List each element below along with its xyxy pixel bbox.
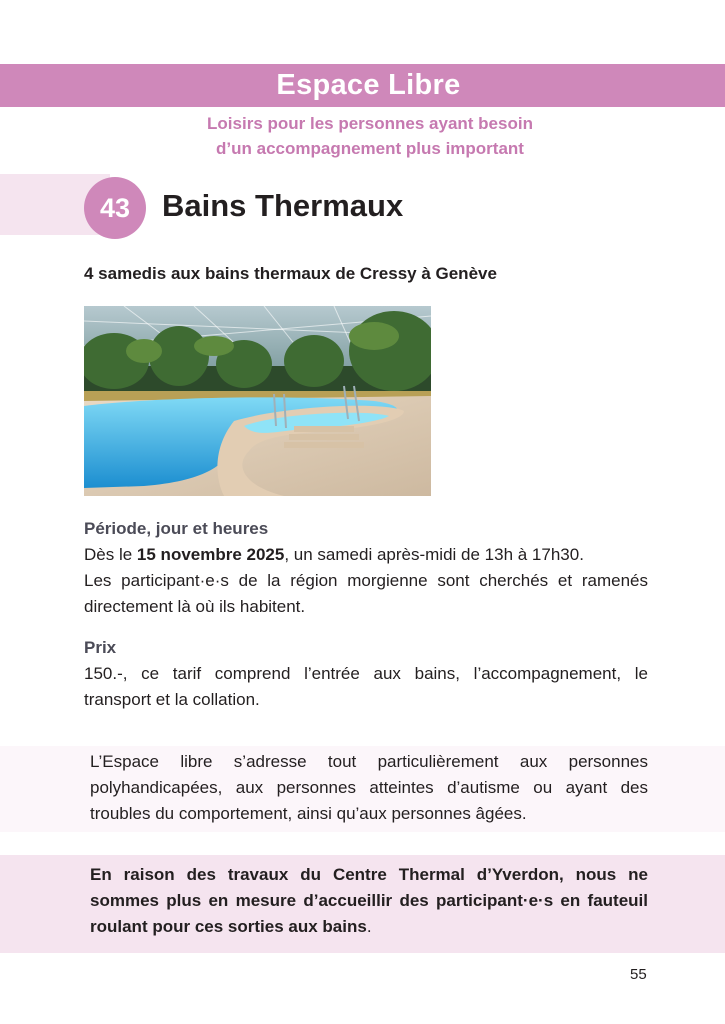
header-banner <box>0 64 725 107</box>
section-number-badge <box>84 177 146 239</box>
thermal-pool-photo <box>84 306 431 496</box>
periode-line-2: Les participant·e·s de la région morgienne sont cherchés et ramenés directement là où ils habitent. <box>84 571 648 616</box>
notice-box <box>0 855 725 953</box>
periode-rest: , un samedi après-midi de 13h à 17h30. <box>284 545 584 564</box>
section-title: Bains Thermaux <box>162 188 404 223</box>
banner-title: Espace Libre <box>276 69 461 101</box>
periode-line-1 <box>84 542 648 568</box>
info-text: L’Espace libre s’adresse tout particulièrement aux personnes polyhandicapées, aux personnes atteintes d’autisme ou ayant des troubles du comportement, ainsi qu’aux personnes âgées. <box>90 752 648 823</box>
periode-prefix: Dès le <box>84 545 137 564</box>
info-box <box>0 746 725 832</box>
prix-section <box>84 635 648 713</box>
periode-section <box>84 516 648 620</box>
section-number: 43 <box>99 192 131 223</box>
page-number: 55 <box>630 966 647 983</box>
lead-text: 4 samedis aux bains thermaux de Cressy à Genève <box>84 264 497 283</box>
prix-heading: Prix <box>84 638 117 657</box>
notice-text: En raison des travaux du Centre Thermal d’Yverdon, nous ne sommes plus en mesure d’accueillir des participant·e·s en fauteuil roulant pour ces sorties aux bains <box>90 865 648 936</box>
subtitle-line-1: Loisirs pour les personnes ayant besoin <box>207 114 533 133</box>
periode-heading: Période, jour et heures <box>84 519 269 538</box>
notice-end: . <box>366 917 372 936</box>
prix-text: 150.-, ce tarif comprend l’entrée aux bains, l’accompagnement, le transport et la collation. <box>84 664 648 709</box>
subtitle <box>0 111 725 161</box>
periode-date: 15 novembre 2025 <box>136 545 285 564</box>
subtitle-line-2: d’un accompagnement plus important <box>216 139 524 158</box>
notice-paragraph <box>90 862 648 940</box>
